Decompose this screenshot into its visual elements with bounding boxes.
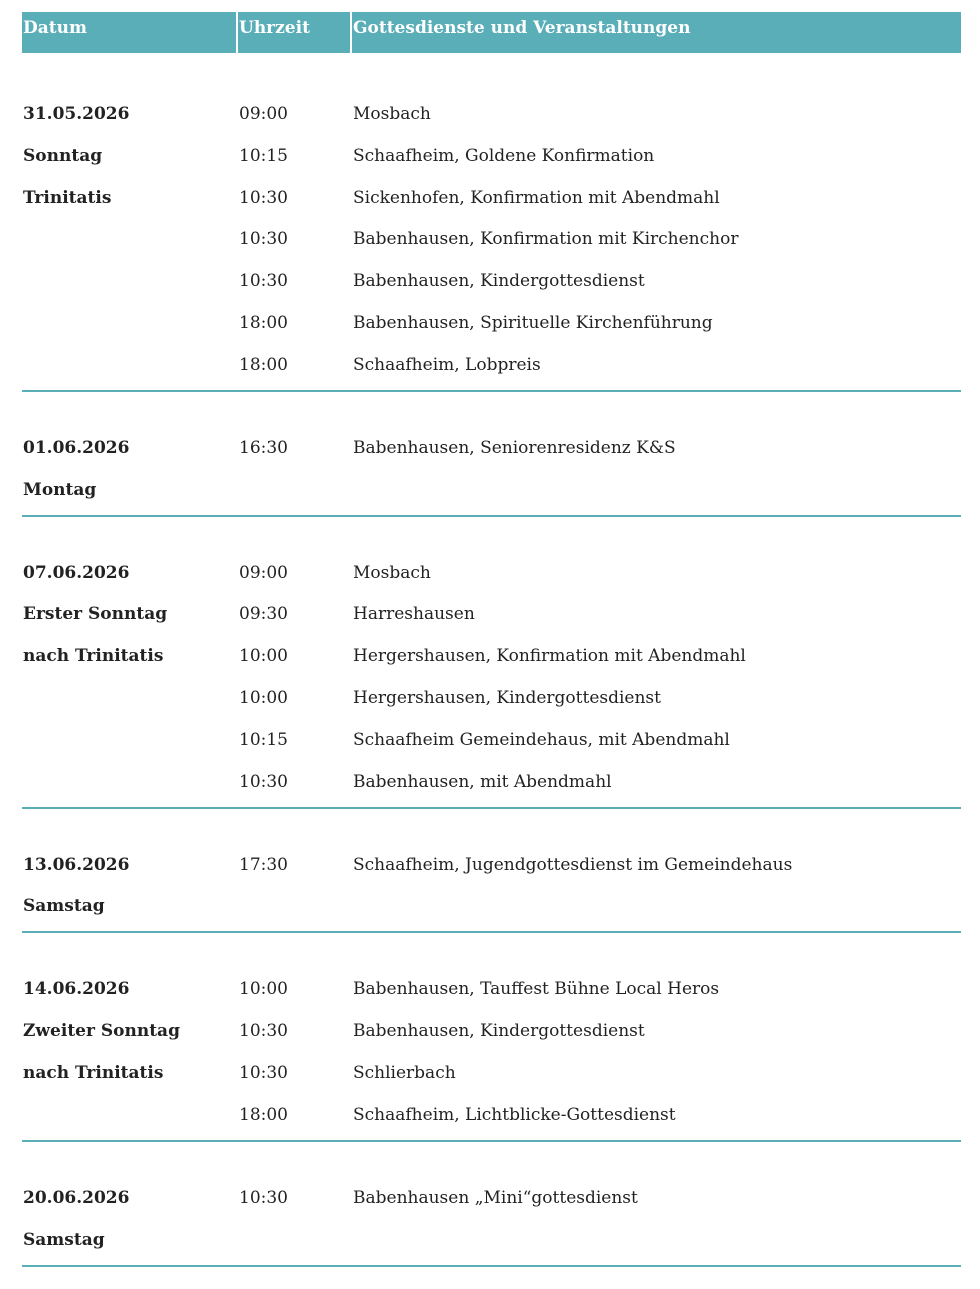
table-row	[22, 894, 961, 918]
table-row	[22, 436, 961, 460]
time-cell: 10:30	[239, 1187, 288, 1208]
time-cell: 10:30	[239, 271, 288, 292]
time-cell: 10:30	[239, 1021, 288, 1042]
event-cell: Babenhausen, Kindergottesdienst	[353, 271, 645, 292]
time-cell: 09:00	[239, 104, 288, 124]
event-cell: Schaafheim, Goldene Konfirmation	[353, 145, 655, 166]
time-cell: 10:30	[239, 1063, 288, 1083]
date-cell: 13.06.2026	[23, 854, 130, 875]
time-cell: 16:30	[239, 437, 288, 458]
table-row	[22, 102, 961, 126]
group-divider	[22, 931, 961, 933]
table-row	[22, 728, 961, 752]
time-cell: 17:30	[239, 854, 288, 875]
table-row	[22, 1186, 961, 1210]
table-row	[22, 1061, 961, 1085]
table-row	[22, 977, 961, 1001]
event-cell: Hergershausen, Konfirmation mit Abendmahl	[353, 646, 746, 667]
day-label: Sonntag	[23, 145, 103, 166]
header-event: Gottesdienste und Veranstaltungen	[353, 18, 691, 38]
table-row	[22, 1103, 961, 1127]
table-row	[22, 770, 961, 794]
day-label: nach Trinitatis	[23, 646, 164, 667]
event-cell: Schaafheim, Lobpreis	[353, 354, 541, 375]
event-cell: Babenhausen, Tauffest Bühne Local Heros	[353, 979, 720, 1000]
time-cell: 10:30	[239, 187, 288, 208]
table-row	[22, 602, 961, 626]
event-cell: Babenhausen, Seniorenresidenz K&S	[353, 437, 676, 458]
time-cell: 09:30	[239, 604, 288, 625]
group-divider	[22, 807, 961, 809]
day-label: nach Trinitatis	[23, 1063, 164, 1083]
time-cell: 10:30	[239, 771, 288, 792]
time-cell: 10:00	[239, 646, 288, 667]
date-cell: 01.06.2026	[23, 437, 130, 458]
time-cell: 18:00	[239, 354, 288, 375]
table-row	[22, 227, 961, 251]
table-row	[22, 311, 961, 335]
time-cell: 10:15	[239, 145, 288, 166]
event-cell: Babenhausen, Konfirmation mit Kirchenchor	[353, 229, 739, 250]
header-divider	[236, 12, 238, 53]
table-header	[22, 12, 961, 53]
event-cell: Hergershausen, Kindergottesdienst	[353, 688, 661, 708]
table-row	[22, 1019, 961, 1043]
event-cell: Schaafheim, Jugendgottesdienst im Gemeindehaus	[353, 854, 793, 875]
day-label: Trinitatis	[23, 187, 112, 208]
header-time: Uhrzeit	[239, 18, 310, 38]
event-cell: Babenhausen, Kindergottesdienst	[353, 1021, 645, 1042]
event-cell: Schaafheim, Lichtblicke-Gottesdienst	[353, 1104, 676, 1125]
header-divider	[350, 12, 352, 53]
table-row	[22, 644, 961, 668]
table-row	[22, 686, 961, 710]
header-date: Datum	[23, 18, 87, 38]
date-cell: 31.05.2026	[23, 104, 130, 124]
time-cell: 10:00	[239, 979, 288, 1000]
time-cell: 10:00	[239, 688, 288, 708]
day-label: Samstag	[23, 896, 105, 917]
table-row	[22, 1228, 961, 1252]
day-label: Montag	[23, 479, 97, 500]
table-row	[22, 269, 961, 293]
day-label: Zweiter Sonntag	[23, 1021, 180, 1042]
day-label: Samstag	[23, 1229, 105, 1250]
group-divider	[22, 515, 961, 517]
event-cell: Sickenhofen, Konfirmation mit Abendmahl	[353, 187, 720, 208]
service-schedule-table	[22, 12, 961, 1250]
table-row	[22, 478, 961, 502]
event-cell: Babenhausen, Spirituelle Kirchenführung	[353, 313, 713, 333]
event-cell: Mosbach	[353, 562, 431, 583]
event-cell: Harreshausen	[353, 604, 475, 625]
time-cell: 18:00	[239, 1104, 288, 1125]
table-row	[22, 561, 961, 585]
date-cell: 14.06.2026	[23, 979, 130, 1000]
table-row	[22, 853, 961, 877]
group-divider	[22, 390, 961, 392]
table-row	[22, 186, 961, 210]
event-cell: Schlierbach	[353, 1063, 456, 1083]
time-cell: 09:00	[239, 562, 288, 583]
event-cell: Mosbach	[353, 104, 431, 124]
event-cell: Babenhausen, mit Abendmahl	[353, 771, 612, 792]
date-cell: 07.06.2026	[23, 562, 130, 583]
time-cell: 10:15	[239, 729, 288, 750]
date-cell: 20.06.2026	[23, 1187, 130, 1208]
day-label: Erster Sonntag	[23, 604, 168, 625]
event-cell: Schaafheim Gemeindehaus, mit Abendmahl	[353, 729, 730, 750]
table-row	[22, 353, 961, 377]
time-cell: 18:00	[239, 313, 288, 333]
event-cell: Babenhausen „Mini“gottesdienst	[353, 1187, 638, 1208]
table-row	[22, 144, 961, 168]
time-cell: 10:30	[239, 229, 288, 250]
group-divider	[22, 1265, 961, 1267]
group-divider	[22, 1140, 961, 1142]
